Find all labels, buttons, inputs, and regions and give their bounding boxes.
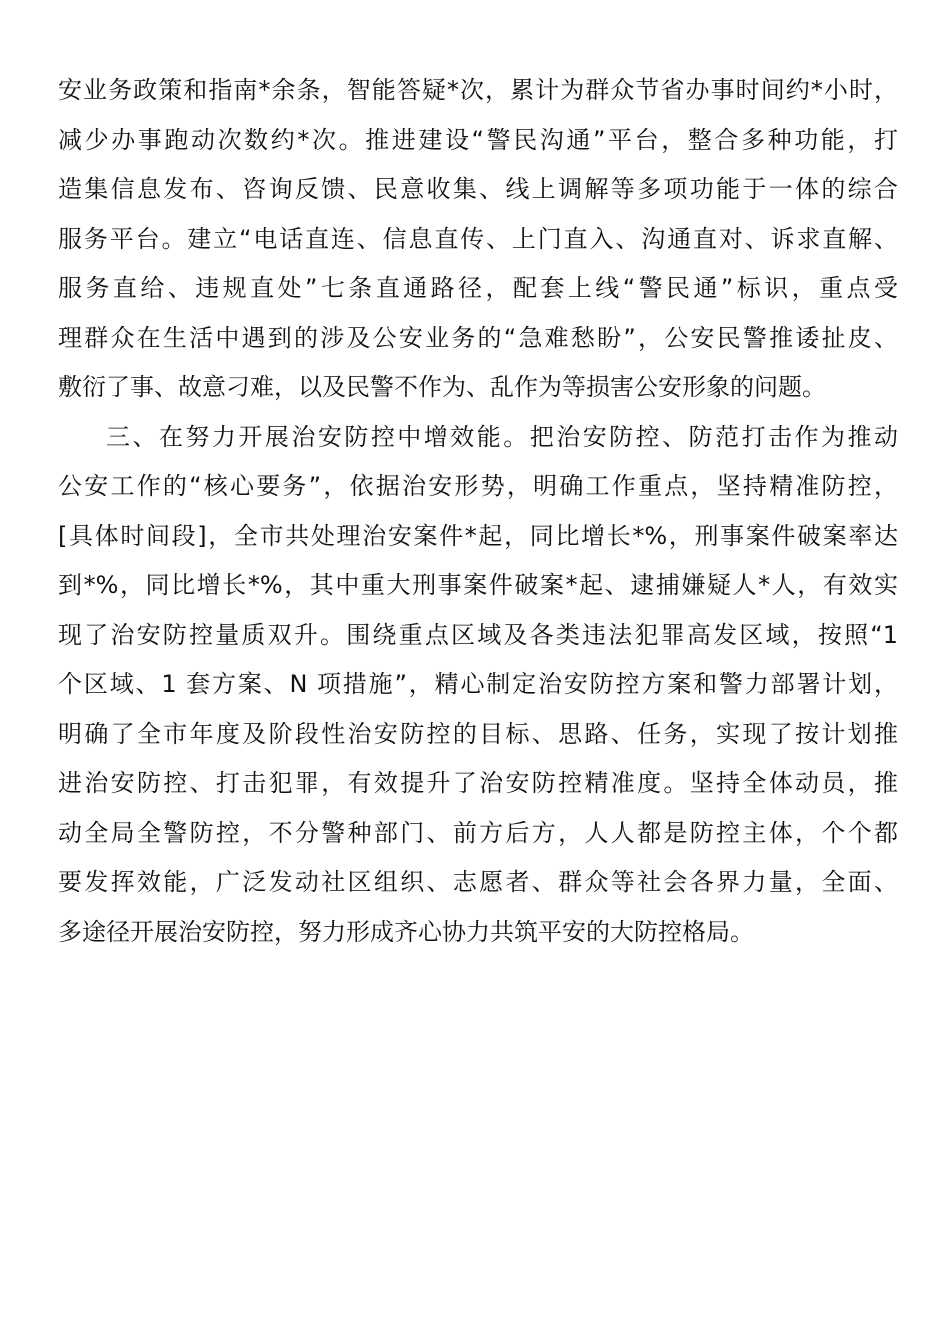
text-line: 公安工作的“核心要务”，依据治安形势，明确工作重点，坚持精准防控， bbox=[58, 472, 898, 500]
text-line: 个区域、1 套方案、N 项措施”，精心制定治安防控方案和警力部署计划， bbox=[58, 670, 898, 698]
text-line: [具体时间段]，全市共处理治安案件*起，同比增长*%，刑事案件破案率达 bbox=[58, 521, 898, 550]
text-line: 服务平台。建立“电话直连、信息直传、上门直入、沟通直对、诉求直解、 bbox=[58, 224, 898, 253]
text-line: 减少办事跑动次数约*次。推进建设“警民沟通”平台，整合多种功能，打 bbox=[58, 125, 898, 154]
text-line: 安业务政策和指南*余条，智能答疑*次，累计为群众节省办事时间约*小时， bbox=[58, 76, 898, 104]
text-line: 明确了全市年度及阶段性治安防控的目标、思路、任务，实现了按计划推 bbox=[58, 719, 898, 748]
text-line: 多途径开展治安防控，努力形成齐心协力共筑平安的大防控格局。 bbox=[58, 917, 754, 946]
text-line: 现了治安防控量质双升。围绕重点区域及各类违法犯罪高发区域，按照“1 bbox=[58, 620, 898, 649]
text-line: 进治安防控、打击犯罪，有效提升了治安防控精准度。坚持全体动员，推 bbox=[58, 769, 898, 797]
paragraph-1 bbox=[58, 66, 898, 413]
text-line: 要发挥效能，广泛发动社区组织、志愿者、群众等社会各界力量，全面、 bbox=[58, 868, 898, 896]
section-heading-line: 三、在努力开展治安防控中增效能。把治安防控、防范打击作为推动 bbox=[106, 422, 898, 451]
text-line: 动全局全警防控，不分警种部门、前方后方，人人都是防控主体，个个都 bbox=[58, 818, 898, 847]
text-line: 造集信息发布、咨询反馈、民意收集、线上调解等多项功能于一体的综合 bbox=[58, 175, 898, 203]
document-body bbox=[58, 66, 898, 957]
text-line: 到*%，同比增长*%，其中重大刑事案件破案*起、逮捕嫌疑人*人，有效实 bbox=[58, 571, 898, 599]
text-line: 理群众在生活中遇到的涉及公安业务的“急难愁盼”，公安民警推诿扯皮、 bbox=[58, 323, 898, 352]
text-line: 敷衍了事、故意刁难，以及民警不作为、乱作为等损害公安形象的问题。 bbox=[58, 373, 826, 401]
paragraph-2-section-three bbox=[58, 413, 898, 958]
text-line: 服务直给、违规直处”七条直通路径，配套上线“警民通”标识，重点受 bbox=[58, 274, 898, 302]
